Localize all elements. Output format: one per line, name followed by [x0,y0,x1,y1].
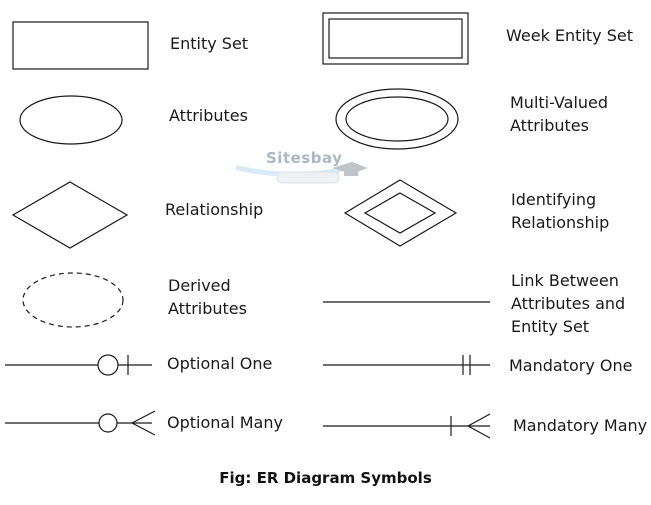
label-multi-valued-line1: Multi-Valued [510,93,609,112]
label-link-line3: Entity Set [511,317,590,336]
optional-many-symbol [5,411,155,435]
label-derived-line1: Derived [168,276,231,295]
mandatory-one-symbol [323,355,490,375]
label-derived-line2: Attributes [168,299,247,318]
label-weak-entity-set: Week Entity Set [506,26,633,45]
identifying-relationship-symbol [345,180,456,246]
label-mandatory-many: Mandatory Many [513,416,648,435]
label-identifying-line2: Relationship [511,213,610,232]
label-attributes: Attributes [169,106,248,125]
label-mandatory-one: Mandatory One [509,356,633,375]
relationship-symbol [13,182,127,248]
label-entity-set: Entity Set [170,34,249,53]
label-optional-many: Optional Many [167,413,283,432]
figure-caption: Fig: ER Diagram Symbols [219,469,432,487]
label-link-line2: Attributes and [511,294,626,313]
multi-valued-attribute-symbol [336,89,458,149]
attribute-symbol [20,96,122,144]
derived-attribute-symbol [23,273,123,327]
label-relationship: Relationship [165,200,264,219]
label-identifying-line1: Identifying [511,190,597,209]
mandatory-many-symbol [323,414,490,438]
weak-entity-set-symbol [323,13,468,64]
optional-one-symbol [5,355,152,375]
watermark-text: Sitesbay [266,149,343,167]
label-multi-valued-line2: Attributes [510,116,589,135]
label-optional-one: Optional One [167,354,273,373]
label-link-line1: Link Between [511,271,619,290]
entity-set-symbol [13,22,148,69]
